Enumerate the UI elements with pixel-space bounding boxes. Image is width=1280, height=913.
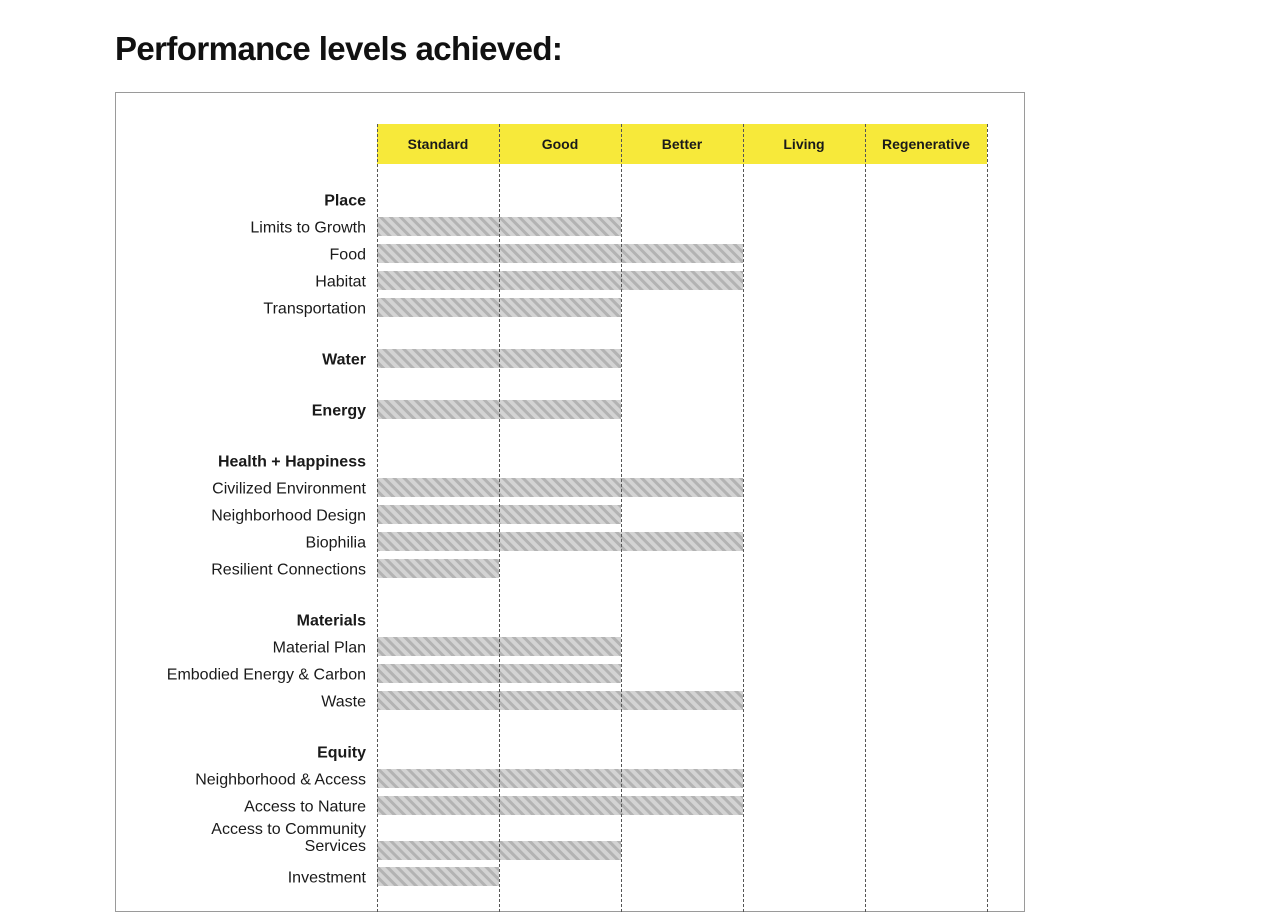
- level-header-label: Living: [783, 136, 825, 152]
- level-header-label: Good: [541, 136, 579, 152]
- row-label: Services: [304, 838, 366, 855]
- row-label: Waste: [321, 693, 366, 711]
- bar: [377, 271, 743, 290]
- row-label: Embodied Energy & Carbon: [166, 666, 366, 684]
- row-label: Limits to Growth: [250, 219, 366, 237]
- row-label: Investment: [287, 869, 366, 887]
- section-label: Water: [322, 351, 366, 369]
- level-header-label: Standard: [407, 136, 469, 152]
- row-label: Food: [329, 246, 366, 264]
- level-header-label: Regenerative: [882, 136, 970, 152]
- row-label: Biophilia: [305, 534, 366, 552]
- section-label: Equity: [317, 744, 366, 762]
- bar: [377, 478, 743, 497]
- bar: [377, 796, 743, 815]
- row-label: Resilient Connections: [211, 561, 366, 579]
- row-label: Civilized Environment: [212, 480, 366, 498]
- row-label: Material Plan: [272, 639, 366, 657]
- row-label: Neighborhood & Access: [195, 771, 366, 789]
- bar: [377, 532, 743, 551]
- level-header-label: Better: [661, 136, 703, 152]
- section-label: Health + Happiness: [217, 453, 366, 471]
- row-label: Access to Community: [211, 821, 366, 838]
- page-title: Performance levels achieved:: [115, 30, 563, 67]
- chart-frame: [115, 92, 1025, 912]
- row-label: Access to Nature: [244, 798, 366, 816]
- bar: [377, 244, 743, 263]
- performance-chart: [116, 93, 1026, 913]
- row-labels: [167, 193, 367, 887]
- row-label: Habitat: [315, 273, 366, 291]
- row-label: Transportation: [263, 300, 366, 318]
- bar: [377, 559, 499, 578]
- bar: [377, 691, 743, 710]
- section-label: Place: [324, 192, 366, 210]
- bar: [377, 769, 743, 788]
- bar: [377, 867, 499, 886]
- section-label: Materials: [296, 612, 366, 630]
- bars: [377, 217, 743, 886]
- section-label: Energy: [311, 402, 366, 420]
- row-label: Neighborhood Design: [211, 507, 366, 525]
- level-header: [377, 124, 987, 164]
